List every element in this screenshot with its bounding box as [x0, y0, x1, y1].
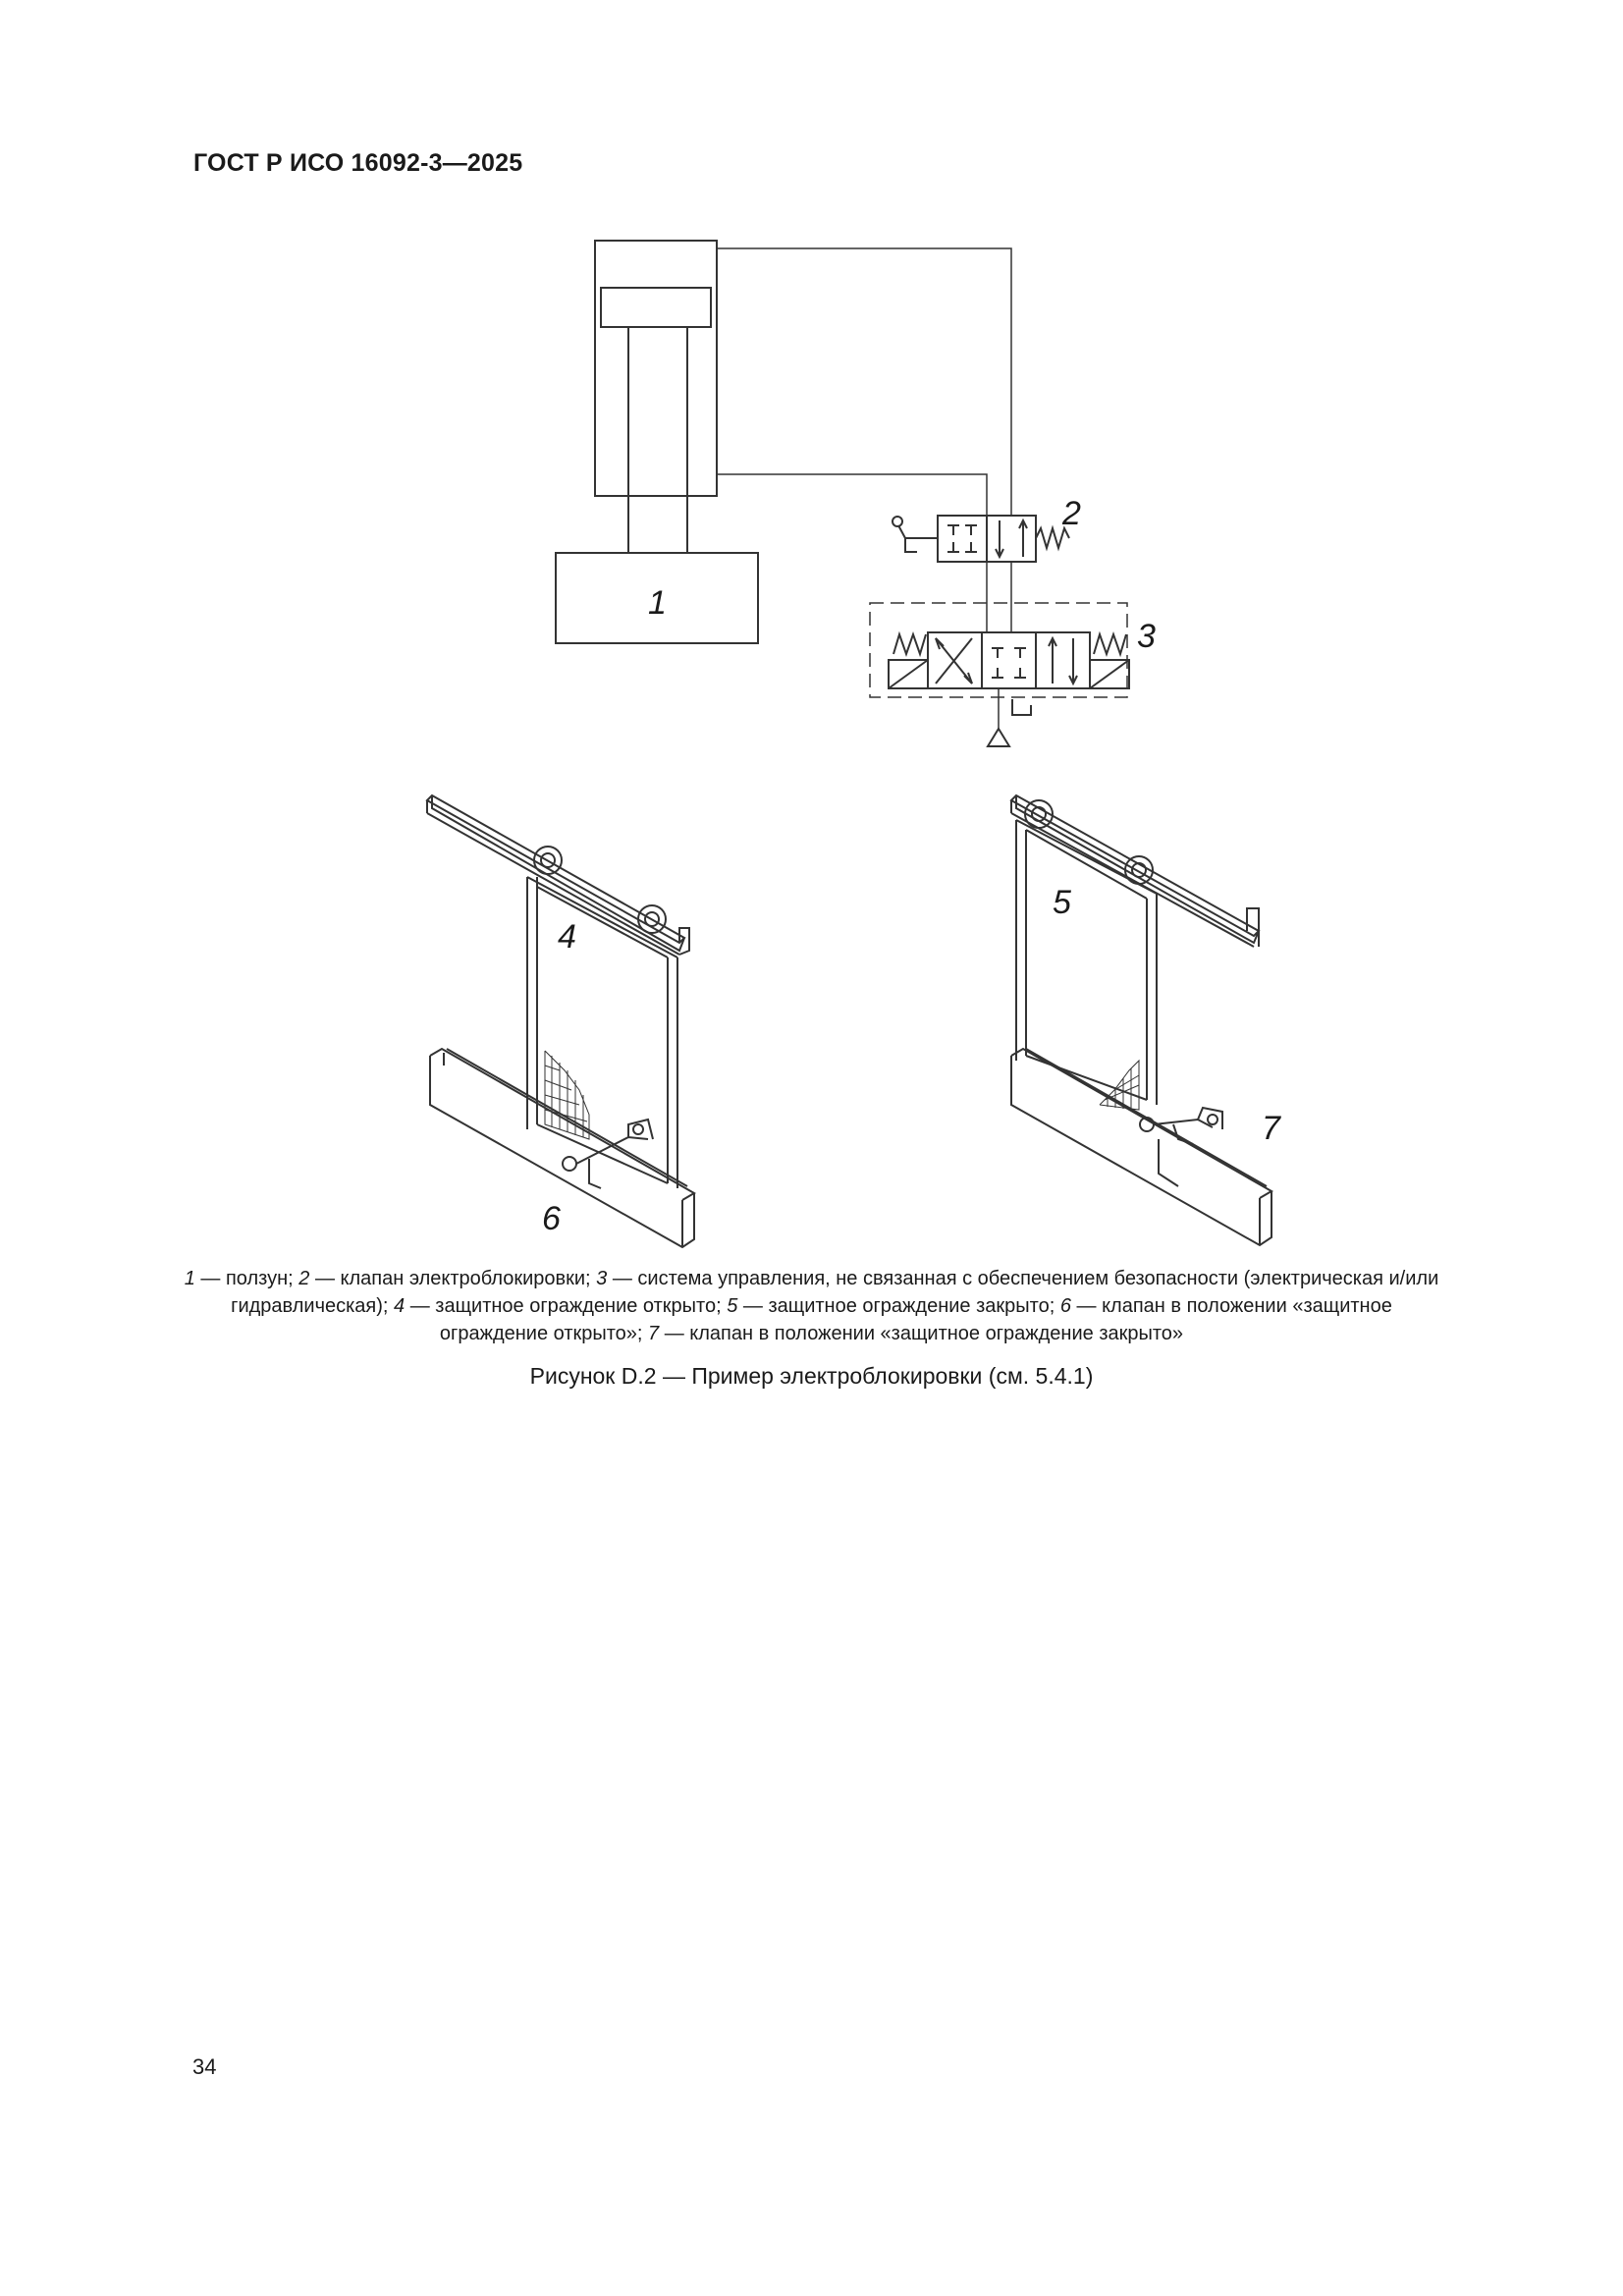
legend-item-7: 7 — клапан в положении «защитное ограждение закрыто» — [648, 1323, 1184, 1344]
callout-7: 7 — [1262, 1110, 1280, 1147]
document-header: ГОСТ Р ИСО 16092-3—2025 — [193, 149, 523, 177]
interlock-valve-symbol — [893, 516, 1069, 562]
callout-5: 5 — [1053, 884, 1071, 921]
legend-item-5: 5 — защитное ограждение закрыто; — [727, 1295, 1060, 1317]
callout-3: 3 — [1137, 618, 1156, 655]
guard-open-illustration — [427, 795, 694, 1247]
control-system-symbol — [870, 603, 1129, 746]
callout-6: 6 — [542, 1200, 561, 1237]
callout-2: 2 — [1062, 495, 1081, 532]
guard-closed-illustration — [1011, 795, 1271, 1245]
slide-cylinder — [556, 241, 758, 643]
legend-item-3: 3 — система управления, не связанная с обеспечением безопасности (электрическая и/или гидравлическая); — [231, 1268, 1439, 1317]
page-number: 34 — [192, 2054, 217, 2079]
legend-item-1: 1 — ползун; — [184, 1268, 299, 1289]
legend-item-6: 6 — клапан в положении «защитное ограждение открыто»; — [439, 1295, 1392, 1344]
figure-legend — [177, 1265, 1446, 1347]
callout-4: 4 — [558, 918, 576, 956]
legend-item-2: 2 — клапан электроблокировки; — [298, 1268, 597, 1289]
hydraulic-lines — [717, 248, 1011, 729]
legend-item-4: 4 — защитное ограждение открыто; — [394, 1295, 728, 1317]
callout-1: 1 — [648, 584, 667, 622]
figure-caption: Рисунок D.2 — Пример электроблокировки (см. 5.4.1) — [529, 1363, 1094, 1389]
